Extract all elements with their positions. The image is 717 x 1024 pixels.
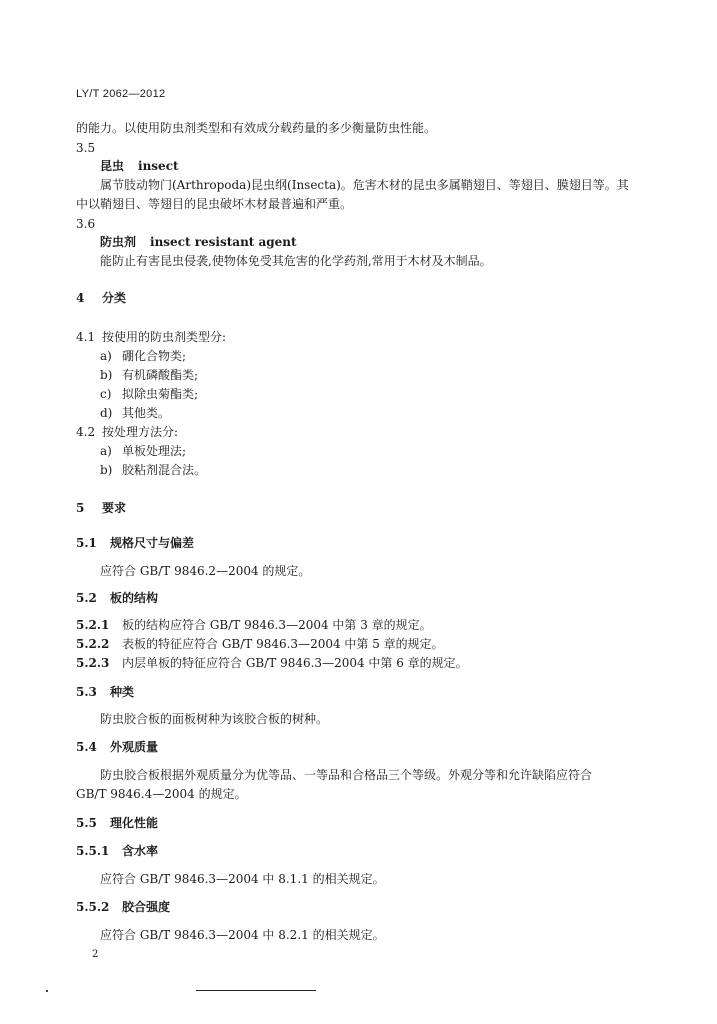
section-5-number: 5 [76,501,85,515]
clause-5-3-text: 防虫胶合板的面板树种为该胶合板的树种。 [100,712,329,726]
scan-mark [46,990,48,992]
section-4-title: 分类 [102,291,127,305]
clause-5-5-1-text: 应符合 GB/T 9846.3—2004 中 8.1.1 的相关规定。 [100,872,385,886]
section-5-title: 要求 [102,501,127,515]
clause-4-2-number: 4.2 [76,425,96,439]
clause-5-5-title: 理化性能 [110,816,159,830]
clause-4-2-text: 按处理方法分: [102,425,179,439]
clause-5-3-title: 种类 [110,685,135,699]
term-agent-en: insect resistant agent [150,235,297,249]
clause-5-4-text-line-2: GB/T 9846.4—2004 的规定。 [76,787,247,801]
clause-number-3-5: 3.5 [76,141,96,155]
clause-4-1-text: 按使用的防虫剂类型分: [102,330,227,344]
clause-5-1-text: 应符合 GB/T 9846.2—2004 的规定。 [100,564,311,578]
list-item-4-1-a [100,348,186,364]
list-item-text: 拟除虫菊酯类; [122,387,199,401]
list-marker: b) [100,463,113,477]
list-marker: a) [100,444,112,458]
clause-5-2-number: 5.2 [76,591,97,605]
list-marker: a) [100,349,112,363]
clause-5-2-2-text: 表板的特征应符合 GB/T 9846.3—2004 中第 5 章的规定。 [122,637,444,651]
clause-5-5-2-title: 胶合强度 [122,900,171,914]
list-item-4-1-b [100,367,198,383]
list-item-text: 胶粘剂混合法。 [122,463,207,477]
clause-5-2-heading [76,590,158,606]
clause-5-5-number: 5.5 [76,816,97,830]
clause-5-4-text-line-1: 防虫胶合板根据外观质量分为优等品、一等品和合格品三个等级。外观分等和允许缺陷应符合 [100,768,593,782]
clause-5-4-title: 外观质量 [110,740,159,754]
definition-insect-line-1: 属节肢动物门(Arthropoda)昆虫纲(Insecta)。危害木材的昆虫多属鞘翅目、等翅目、膜翅目等。其 [100,178,629,192]
clause-5-5-2-text: 应符合 GB/T 9846.3—2004 中 8.2.1 的相关规定。 [100,928,385,942]
clause-5-1-heading [76,535,194,551]
list-item-4-1-c [100,386,198,402]
list-item-4-2-b [100,462,206,478]
footer-rule [196,990,316,991]
clause-5-2-2 [76,636,444,652]
clause-number-3-6: 3.6 [76,217,96,231]
list-item-text: 硼化合物类; [122,349,187,363]
term-agent-cn: 防虫剂 [100,235,137,249]
list-item-4-1-d [100,405,170,421]
clause-5-2-1-text: 板的结构应符合 GB/T 9846.3—2004 中第 3 章的规定。 [122,618,432,632]
clause-5-1-number: 5.1 [76,536,97,550]
section-4-number: 4 [76,291,85,305]
page-number: 2 [92,949,99,960]
clause-5-4-heading [76,739,158,755]
term-insect [100,158,179,174]
term-insect-resistant-agent [100,234,297,250]
section-4-heading [76,290,126,306]
list-item-4-2-a [100,443,186,459]
clause-5-5-heading [76,815,158,831]
standard-header: LY/T 2062—2012 [76,88,166,100]
clause-4-1 [76,329,226,345]
clause-5-5-1-heading [76,843,158,859]
clause-5-2-1-number: 5.2.1 [76,618,110,632]
clause-5-5-2-heading [76,899,170,915]
list-item-text: 其他类。 [122,406,171,420]
clause-5-3-heading [76,684,134,700]
clause-5-1-title: 规格尺寸与偏差 [110,536,195,550]
clause-5-3-number: 5.3 [76,685,97,699]
list-marker: d) [100,406,113,420]
clause-5-5-2-number: 5.5.2 [76,900,110,914]
list-item-text: 有机磷酸酯类; [122,368,199,382]
clause-4-2 [76,424,178,440]
clause-5-5-1-title: 含水率 [122,844,159,858]
list-marker: b) [100,368,113,382]
clause-5-4-number: 5.4 [76,740,97,754]
section-5-heading [76,500,126,516]
clause-5-2-3 [76,655,468,671]
clause-5-2-2-number: 5.2.2 [76,637,110,651]
term-insect-en: insect [138,159,179,173]
clause-5-2-3-text: 内层单板的特征应符合 GB/T 9846.3—2004 中第 6 章的规定。 [122,656,468,670]
clause-5-2-3-number: 5.2.3 [76,656,110,670]
list-marker: c) [100,387,112,401]
clause-5-2-title: 板的结构 [110,591,159,605]
definition-insect-line-2: 中以鞘翅目、等翅目的昆虫破坏木材最普遍和严重。 [76,197,353,211]
definition-agent: 能防止有害昆虫侵袭,使物体免受其危害的化学药剂,常用于木材及木制品。 [100,254,492,268]
paragraph-continuation: 的能力。以使用防虫剂类型和有效成分载药量的多少衡量防虫性能。 [76,121,437,135]
list-item-text: 单板处理法; [122,444,187,458]
clause-4-1-number: 4.1 [76,330,96,344]
clause-5-5-1-number: 5.5.1 [76,844,110,858]
term-insect-cn: 昆虫 [100,159,125,173]
clause-5-2-1 [76,617,432,633]
